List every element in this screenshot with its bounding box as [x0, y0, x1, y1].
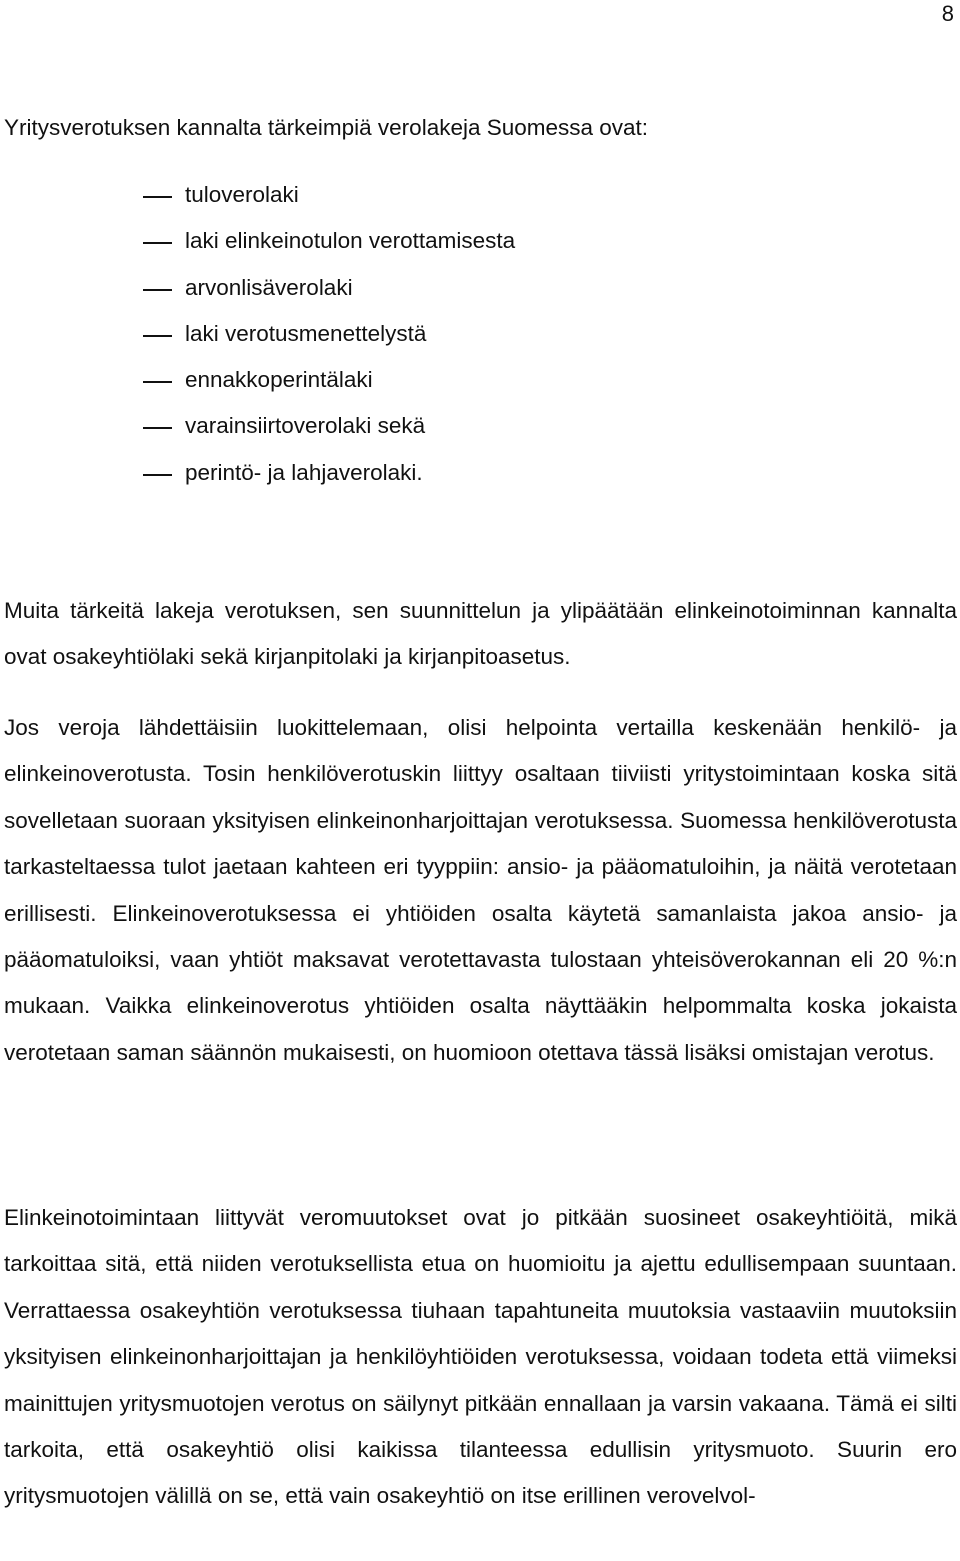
list-item-label: varainsiirtoverolaki sekä — [185, 413, 426, 439]
dash-bullet — [143, 335, 172, 337]
page-number: 8 — [941, 1, 954, 26]
list-item-label: laki elinkeinotulon verottamisesta — [185, 228, 516, 254]
list-item-label: arvonlisäverolaki — [185, 274, 353, 300]
list-item-label: perintö- ja lahjaverolaki. — [185, 459, 423, 485]
paragraph-tax-classification: Jos veroja lähdettäisiin luokittelemaan, olisi helpointa vertailla keskenään henkilö- ja elinkeinoverotusta. Tosin henkilöverotuskin liittyy osaltaan tiiviisti yritystoimintaan koska sitä sovelletaan suoraan yksityisen elinkeinonharjoittajan verotuksessa. Suomessa henkilöverotusta tarkasteltaessa tulot jaetaan kahteen eri tyyppiin: ansio- ja pääomatuloihin, ja näitä verotetaan erillisesti. Elinkeinoverotuksessa ei yhtiöiden osalta käytetä samanlaista jakoa ansio- ja pääomatuloiksi, vaan yhtiöt maksavat verotettavasta tulostaan yhteisöverokannan eli 20 %:n mukaan. Vaikka elinkeinoverotus yhtiöiden osalta näyttääkin helpommalta koska jokaista verotetaan saman säännön mukaisesti, on huomioon otettava tässä lisäksi omistajan verotus. — [4, 715, 957, 1065]
dash-bullet — [143, 242, 172, 244]
paragraph-tax-changes: Elinkeinotoimintaan liittyvät veromuutokset ovat jo pitkään suosineet osakeyhtiöitä, mikä tarkoittaa sitä, että niiden verotuksellista etua on huomioitu ja ajettu edullisempaan suuntaan. Verrattaessa osakeyhtiön verotuksessa tiuhaan tapahtuneita muutoksia vastaaviin muutoksiin yksityisen elinkeinonharjoittajan ja henkilöyhtiöiden verotuksessa, voidaan todeta että viimeksi mainittujen yritysmuotojen verotus on säilynyt pitkään ennallaan ja varsin vakaana. Tämä ei silti tarkoita, että osakeyhtiö olisi kaikissa tilanteessa edullisin yritysmuoto. Suurin ero yritysmuotojen välillä on se, että vain osakeyhtiö on itse erillinen verovelvol- — [4, 1205, 957, 1509]
list-intro: Yritysverotuksen kannalta tärkeimpiä verolakeja Suomessa ovat: — [4, 115, 649, 140]
dash-bullet — [143, 427, 172, 429]
list-item-label: ennakkoperintälaki — [185, 367, 373, 393]
dash-bullet — [143, 381, 172, 383]
list-item-label: laki verotusmenettelystä — [185, 320, 427, 346]
dash-bullet — [143, 196, 172, 198]
paragraph-other-laws: Muita tärkeitä lakeja verotuksen, sen suunnittelun ja ylipäätään elinkeinotoiminnan kannalta ovat osakeyhtiölaki sekä kirjanpitolaki ja kirjanpitoasetus. — [4, 598, 957, 670]
dash-bullet — [143, 474, 172, 476]
dash-bullet — [143, 289, 172, 291]
list-item-label: tuloverolaki — [185, 182, 299, 207]
